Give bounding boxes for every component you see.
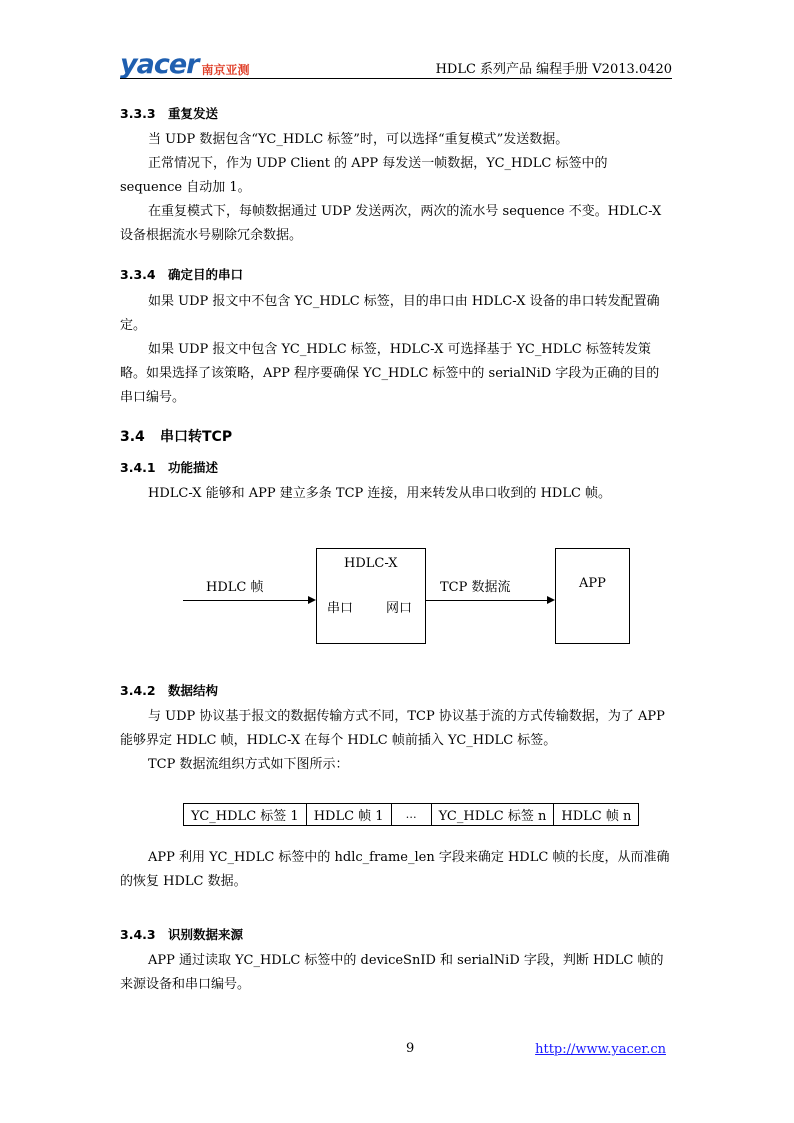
- section-number: 3.4.2: [120, 683, 156, 698]
- section-3-4-3-body: [120, 949, 672, 997]
- heading-3-4: [120, 426, 232, 446]
- table-cell: YC_HDLC 标签 1: [184, 804, 307, 826]
- document-title: HDLC 系列产品 编程手册 V2013.0420: [435, 62, 672, 77]
- device-title: HDLC-X: [344, 556, 398, 571]
- website-link[interactable]: http://www.yacer.cn: [535, 1042, 666, 1057]
- section-number: 3.3.4: [120, 267, 156, 282]
- page-number: 9: [406, 1041, 415, 1056]
- app-box: [555, 548, 630, 644]
- stream-arrow-head: [547, 596, 555, 604]
- section-3-3-4-body: [120, 290, 672, 410]
- section-3-4-2-body-continued: [120, 846, 672, 894]
- logo-chinese-name: 南京亚测: [201, 63, 250, 77]
- section-number: 3.3.3: [120, 106, 156, 121]
- input-arrow-line: [183, 600, 309, 601]
- table-cell: …: [391, 804, 431, 826]
- section-title: 确定目的串口: [168, 267, 244, 282]
- section-3-3-3-body: [120, 128, 672, 248]
- table-cell: HDLC 帧 n: [554, 804, 639, 826]
- heading-3-3-4: [120, 265, 243, 283]
- serial-port-label: 串口: [327, 601, 354, 616]
- heading-3-4-3: [120, 925, 243, 943]
- section-title: 串口转TCP: [160, 429, 233, 445]
- section-number: 3.4.3: [120, 927, 156, 942]
- logo-wordmark: yacer: [120, 49, 199, 80]
- hdlc-frame-label: HDLC 帧: [206, 580, 264, 595]
- app-label: APP: [579, 576, 606, 591]
- header-divider: [120, 78, 672, 79]
- paragraph: 如果 UDP 报文中不包含 YC_HDLC 标签，目的串口由 HDLC-X 设备的串口转发配置确定。: [120, 294, 660, 333]
- heading-3-4-2: [120, 681, 218, 699]
- company-logo: [120, 49, 250, 80]
- section-number: 3.4: [120, 429, 145, 445]
- section-title: 识别数据来源: [168, 927, 244, 942]
- table-cell: HDLC 帧 1: [306, 804, 391, 826]
- stream-arrow-line: [425, 600, 548, 601]
- input-arrow-head: [308, 596, 316, 604]
- section-title: 重复发送: [168, 106, 219, 121]
- section-3-4-1-body: [120, 482, 672, 506]
- tcp-stream-label: TCP 数据流: [440, 580, 511, 595]
- table-row: [184, 804, 639, 826]
- table-cell: YC_HDLC 标签 n: [431, 804, 554, 826]
- paragraph: 正常情况下，作为 UDP Client 的 APP 每发送一帧数据，YC_HDLC 标签中的 sequence 自动加 1。: [120, 156, 608, 195]
- section-3-4-2-body: [120, 705, 672, 777]
- paragraph: 在重复模式下，每帧数据通过 UDP 发送两次，两次的流水号 sequence 不变。HDLC-X 设备根据流水号剔除冗余数据。: [120, 204, 662, 243]
- paragraph: TCP 数据流组织方式如下图所示：: [148, 757, 349, 772]
- section-title: 功能描述: [168, 460, 219, 475]
- paragraph: APP 利用 YC_HDLC 标签中的 hdlc_frame_len 字段来确定 HDLC 帧的长度，从而准确的恢复 HDLC 数据。: [120, 850, 670, 889]
- network-port-label: 网口: [386, 601, 413, 616]
- paragraph: 与 UDP 协议基于报文的数据传输方式不同，TCP 协议基于流的方式传输数据，为了 APP 能够界定 HDLC 帧，HDLC-X 在每个 HDLC 帧前插入 YC_HDLC 标签。: [120, 709, 665, 748]
- paragraph: 如果 UDP 报文中包含 YC_HDLC 标签，HDLC-X 可选择基于 YC_HDLC 标签转发策略。如果选择了该策略，APP 程序要确保 YC_HDLC 标签中的 serialNiD 字段为正确的目的串口编号。: [120, 342, 660, 405]
- heading-3-4-1: [120, 458, 218, 476]
- tcp-stream-structure-table: [183, 803, 639, 826]
- paragraph: APP 通过读取 YC_HDLC 标签中的 deviceSnID 和 serialNiD 字段，判断 HDLC 帧的来源设备和串口编号。: [120, 953, 664, 992]
- paragraph: 当 UDP 数据包含“YC_HDLC 标签”时，可以选择“重复模式”发送数据。: [148, 132, 569, 147]
- paragraph: HDLC-X 能够和 APP 建立多条 TCP 连接，用来转发从串口收到的 HDLC 帧。: [148, 486, 612, 501]
- section-number: 3.4.1: [120, 460, 156, 475]
- heading-3-3-3: [120, 104, 218, 122]
- section-title: 数据结构: [168, 683, 219, 698]
